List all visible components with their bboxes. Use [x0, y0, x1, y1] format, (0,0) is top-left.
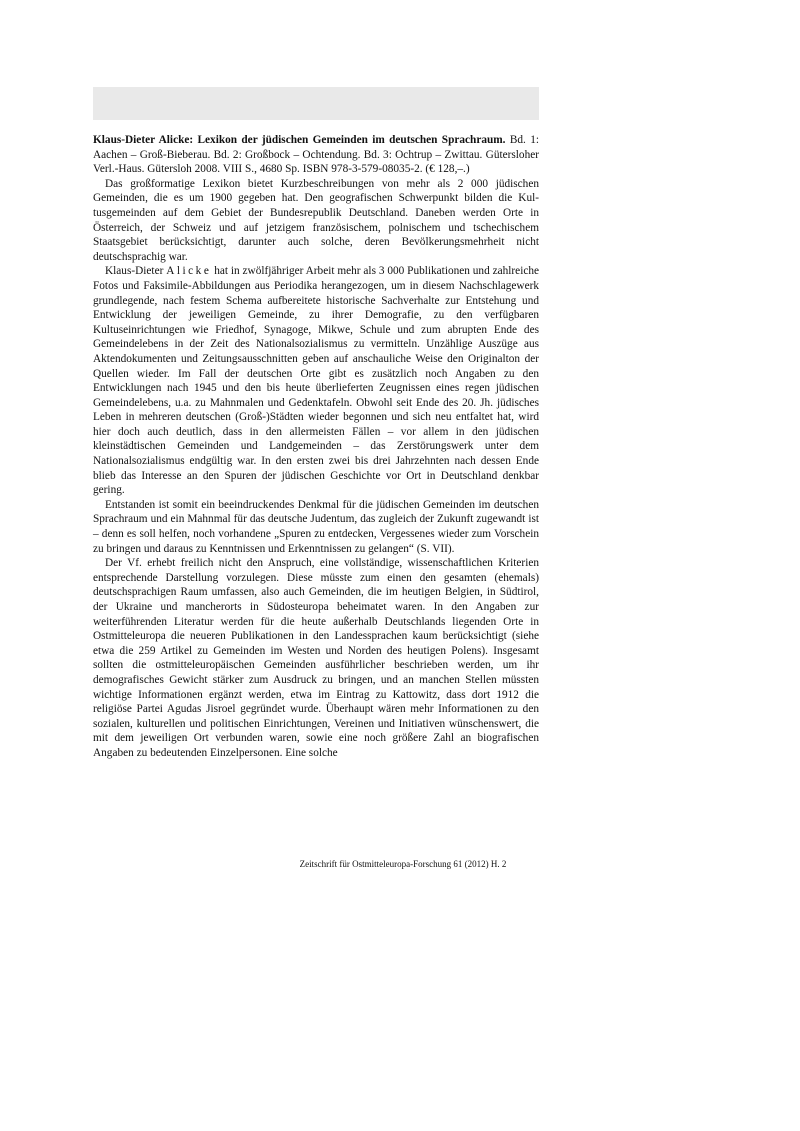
citation-separator: :	[189, 134, 198, 146]
citation-author: Klaus-Dieter Alicke	[93, 134, 190, 146]
paragraph-2-rest: hat in zwölfjähriger Arbeit mehr als 3 000 Publikationen und zahlreiche Fotos und Faksimile-Abbildungen aus Periodika herangezogen, um in diesem Nachschlagewerk grundlegende, nach festem Schema aufbereitete historische Sachverhalte zur Entstehung und Entwicklung der jeweiligen Gemeinde, zu ihrer Demografie, zu den verfügbaren Kultuseinrichtungen wie Friedhof, Synagoge, Mikwe, Schule und zum abrupten Ende des Gemeindelebens in der Zeit des Nationalsozialismus zu vermitteln. Unzählige Auszüge aus Aktendokumenten und Zeitungsausschnitten geben auf anschauliche Weise den Originalton der Quellen wieder. Im Fall der deutschen Orte gibt es zusätzlich noch Angaben zu den Entwicklungen nach 1945 und den bis heute überlieferten Zeugnissen eines regen jüdischen Gemeindelebens, u.a. zu Mahnmalen und Gedenktafeln. Obwohl seit Ende des 20. Jh. jüdisches Leben in mehreren deutschen (Groß-)Städten wieder begonnen und sich neu entfaltet hat, wird hier doch auch deutlich, dass in den allermeisten Fällen – vor allem in den jüdischen kleinstädtischen Gemeinden und Landgemeinden – das Zerstörungswerk unter dem Nationalsozialismus endgültig war. In den ersten zwei bis drei Jahrzehnten nach dessen Ende blieb das Interesse an den Spuren der jüdischen Geschichte vor Ort in Deutschland denkbar gering.	[93, 265, 540, 497]
review-text	[93, 133, 539, 761]
author-name-spaced: Alicke	[166, 265, 212, 278]
paragraph-2	[93, 264, 539, 498]
page-header-bar	[93, 87, 539, 120]
journal-footer	[0, 859, 800, 869]
paragraph-1: Das großformatige Lexikon bietet Kurzbeschreibungen von mehr als 2 000 jüdischen Gemeinden, die es um 1900 gegeben hat. Den geografischen Schwerpunkt bilden die Kultusgemeinden auf dem Gebiet der Bundesrepublik Deutschland. Daneben werden Orte in Österreich, der Schweiz und auf jetzigem französischem, polnischem und tschechischem Staatsgebiet berücksichtigt, darunter auch solche, deren Bevölkerungsmehrheit nicht deutschsprachig war.	[93, 177, 539, 263]
citation-details: Bd. 1: Aachen – Groß-Bieberau. Bd. 2: Großbock – Ochtendung. Bd. 3: Ochtrup – Zwittau. Gütersloher Verl.-Haus. Gütersloh 2008. VIII S., 4680 Sp. ISBN 978-3-579-08035-2. (€ 128,–.)	[93, 134, 539, 176]
citation-title: Lexikon der jüdischen Gemeinden im deutschen Sprachraum.	[197, 134, 506, 146]
footer-text: Zeitschrift für Ostmitteleuropa-Forschung 61 (2012) H. 2	[299, 859, 507, 869]
paragraph-3: Entstanden ist somit ein beeindruckendes Denkmal für die jüdischen Gemeinden im deutschen Sprachraum und ein Mahnmal für das deutsche Judentum, das zugleich der Zukunft zugewandt ist – denn es soll helfen, noch vorhandene „Spuren zu entdecken, Vergessenes wieder zum Vorschein zu bringen und daraus zu Kenntnissen und Erkenntnissen zu gelangen“ (S. VII).	[93, 498, 539, 555]
paragraph-2-lead: Klaus-Dieter	[105, 265, 167, 278]
paragraph-4: Der Vf. erhebt freilich nicht den Anspruch, eine vollständige, wissenschaftlichen Kriterien entsprechende Darstellung vorzulegen. Diese müsste zum einen den gesamten (ehemals) deutschsprachigen Raum umfassen, also auch Gemeinden, die im heutigen Belgien, in Südtirol, der Ukraine und mancherorts in Südosteuropa beheimatet waren. In den Angaben zur weiterführenden Literatur werden für die heute außerhalb Deutschlands liegenden Orte in Ostmitteleuropa die neueren Publikationen in den Landessprachen kaum berücksichtigt (siehe etwa die 259 Artikel zu Gemeinden im Westen und Norden des heutigen Polens). Insgesamt sollten die ostmitteleuropäischen Gemeinden ausführlicher beschrieben werden, um ihr demografisches Gewicht stärker zum Ausdruck zu bringen, und an manchen Stellen müssten wichtige Informationen ergänzt werden, etwa im Eintrag zu Kattowitz, dass dort 1912 die religiöse Partei Agudas Jisroel gegründet wurde. Überhaupt wären mehr Informationen zu den sozialen, kulturellen und politischen Einrichtungen, Vereinen und Initiativen wünschenswert, die mit dem jeweiligen Ort verbunden waren, sowie eine noch größere Zahl an biografischen Angaben zu bedeutenden Einzelpersonen. Eine solche	[93, 557, 539, 759]
book-citation	[93, 133, 539, 177]
